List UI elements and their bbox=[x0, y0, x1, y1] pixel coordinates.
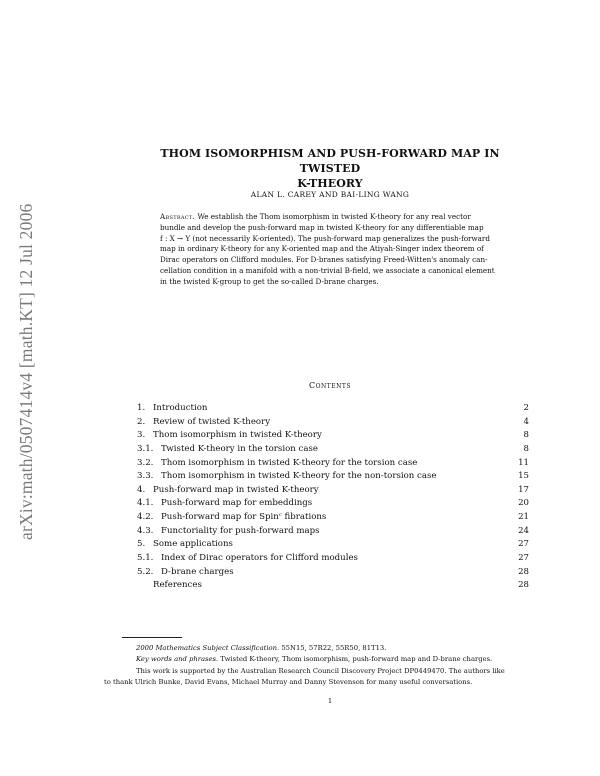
toc-entry-label bbox=[137, 497, 312, 511]
keywords-value: Twisted K-theory, Thom isomorphism, push-forward map and D-brane charges. bbox=[220, 655, 493, 664]
toc-entry-number: 4.3. bbox=[137, 525, 154, 536]
toc-entry-label bbox=[137, 538, 233, 552]
abstract-line: map in ordinary K-theory for any K-oriented map and the Atiyah-Singer index theorem of bbox=[160, 244, 484, 254]
msc-label: 2000 Mathematics Subject Classification. bbox=[136, 644, 280, 652]
toc-entry-page: 11 bbox=[518, 457, 529, 468]
toc-entry-number: 4. bbox=[137, 484, 146, 495]
toc-entry-label bbox=[137, 429, 322, 443]
toc-entry-page: 28 bbox=[518, 566, 529, 577]
footnote-acknowledgement: to thank Ulrich Bunke, David Evans, Michael Murray and Danny Stevenson for many useful conversations. bbox=[104, 678, 473, 687]
toc-entry-title: References bbox=[153, 580, 202, 591]
toc-entry[interactable] bbox=[137, 497, 529, 511]
abstract-line: f : X → Y (not necessarily K-oriented). The push-forward map generalizes the push-forward bbox=[160, 233, 490, 243]
keywords-label: Key words and phrases. bbox=[136, 655, 219, 664]
toc-entry[interactable] bbox=[137, 429, 529, 443]
toc-entry[interactable] bbox=[137, 443, 529, 457]
toc-entry-label bbox=[137, 443, 318, 457]
toc-entry-title: Thom isomorphism in twisted K-theory bbox=[153, 430, 322, 441]
toc-entry-number: 1. bbox=[137, 403, 146, 413]
toc-entry[interactable] bbox=[137, 511, 529, 525]
toc-entry-label bbox=[137, 402, 207, 416]
toc-entry[interactable] bbox=[137, 566, 529, 580]
toc-entry[interactable] bbox=[137, 457, 529, 471]
toc-entry-label bbox=[137, 552, 358, 566]
title-line: THOM ISOMORPHISM AND PUSH-FORWARD MAP IN TWISTED bbox=[160, 147, 500, 175]
paper-title bbox=[130, 146, 530, 191]
toc-entry[interactable] bbox=[137, 552, 529, 566]
toc-entry[interactable] bbox=[137, 402, 529, 416]
toc-entry-number: 3. bbox=[137, 430, 146, 441]
toc-entry-title: Thom isomorphism in twisted K-theory for the non-torsion case bbox=[161, 471, 437, 482]
abstract-line: Dirac operators on Clifford modules. For D-branes satisfying Freed-Witten's anomaly can- bbox=[160, 255, 488, 265]
toc-entry-page: 8 bbox=[523, 443, 529, 454]
toc-entry-title: Push-forward map for Spinᶜ fibrations bbox=[161, 512, 327, 523]
footnote-rule bbox=[122, 637, 182, 638]
toc-entry-title: Review of twisted K-theory bbox=[153, 416, 271, 427]
page-number: 1 bbox=[327, 697, 333, 705]
arxiv-identifier: arXiv:math/0507414v4 [math.KT] 12 Jul 2006 bbox=[16, 203, 36, 540]
abstract bbox=[160, 212, 495, 288]
footnote-support: This work is supported by the Australian Research Council Discovery Project DP0449470. The authors like bbox=[136, 666, 505, 675]
abstract-line: bundle and develop the push-forward map in twisted K-theory for any differentiable map bbox=[160, 222, 484, 232]
toc-entry-title: Index of Dirac operators for Clifford modules bbox=[161, 553, 358, 564]
toc-entry-number: 5.2. bbox=[137, 566, 154, 577]
toc-entry-page: 17 bbox=[518, 484, 529, 495]
toc-entry-number: 3.2. bbox=[137, 457, 154, 468]
toc-entry-page: 27 bbox=[518, 553, 529, 564]
toc-entry-title: D-brane charges bbox=[161, 566, 234, 577]
title-line: K-THEORY bbox=[297, 177, 363, 190]
toc-entry-title: Thom isomorphism in twisted K-theory for the torsion case bbox=[161, 457, 418, 468]
toc-entry[interactable] bbox=[137, 416, 529, 430]
contents-heading: Contents bbox=[308, 381, 352, 390]
toc-entry-number: 5.1. bbox=[137, 553, 154, 564]
toc-entry-title: Push-forward map for embeddings bbox=[161, 498, 313, 509]
toc-entry-number: 4.1. bbox=[137, 498, 154, 509]
toc-entry[interactable] bbox=[137, 579, 529, 593]
footnote-msc bbox=[112, 643, 532, 654]
toc-entry-title: Some applications bbox=[153, 539, 233, 550]
toc-entry-label bbox=[137, 579, 202, 593]
toc-entry-label bbox=[137, 457, 417, 471]
toc-entry-page: 21 bbox=[518, 512, 529, 523]
toc-entry-label bbox=[137, 484, 319, 498]
footnote-keywords bbox=[112, 654, 532, 665]
footnotes bbox=[104, 643, 532, 689]
toc-entry-number: 2. bbox=[137, 416, 146, 427]
toc-entry-page: 4 bbox=[523, 416, 529, 427]
toc-entry-page: 20 bbox=[518, 498, 529, 509]
toc-entry-title: Introduction bbox=[153, 403, 208, 413]
toc-entry[interactable] bbox=[137, 538, 529, 552]
toc-entry-page: 24 bbox=[518, 525, 529, 536]
toc-entry-page: 28 bbox=[518, 580, 529, 591]
toc-entry-number: 3.1. bbox=[137, 443, 154, 454]
abstract-line: cellation condition in a manifold with a non-trivial B-field, we associate a canonical element bbox=[160, 265, 495, 275]
toc-entry-title: Twisted K-theory in the torsion case bbox=[161, 443, 318, 454]
toc-entry-number: 3.3. bbox=[137, 471, 154, 482]
toc-entry-label bbox=[137, 416, 270, 430]
toc-entry-title: Push-forward map in twisted K-theory bbox=[153, 484, 319, 495]
toc-entry-label bbox=[137, 525, 320, 539]
toc-entry-label bbox=[137, 470, 436, 484]
toc-entry-title: Functoriality for push-forward maps bbox=[161, 525, 320, 536]
toc-entry-number: 5. bbox=[137, 539, 146, 550]
toc-entry-number: 4.2. bbox=[137, 512, 154, 523]
abstract-label: Abstract. bbox=[160, 212, 196, 221]
toc-entry-number bbox=[137, 579, 153, 593]
abstract-line: We establish the Thom isomorphism in twisted K-theory for any real vector bbox=[197, 212, 471, 221]
toc-entry[interactable] bbox=[137, 525, 529, 539]
table-of-contents bbox=[137, 402, 529, 593]
toc-entry-page: 15 bbox=[518, 471, 529, 482]
toc-entry-page: 8 bbox=[523, 430, 529, 441]
toc-entry-page: 2 bbox=[523, 403, 529, 413]
toc-entry-label bbox=[137, 511, 326, 525]
authors: ALAN L. CAREY AND BAI-LING WANG bbox=[250, 190, 410, 199]
toc-entry[interactable] bbox=[137, 470, 529, 484]
abstract-line: in the twisted K-group to get the so-called D-brane charges. bbox=[160, 276, 379, 286]
toc-entry[interactable] bbox=[137, 484, 529, 498]
toc-entry-page: 27 bbox=[518, 539, 529, 550]
toc-entry-label bbox=[137, 566, 234, 580]
msc-value: 55N15, 57R22, 55R50, 81T13. bbox=[281, 644, 387, 652]
